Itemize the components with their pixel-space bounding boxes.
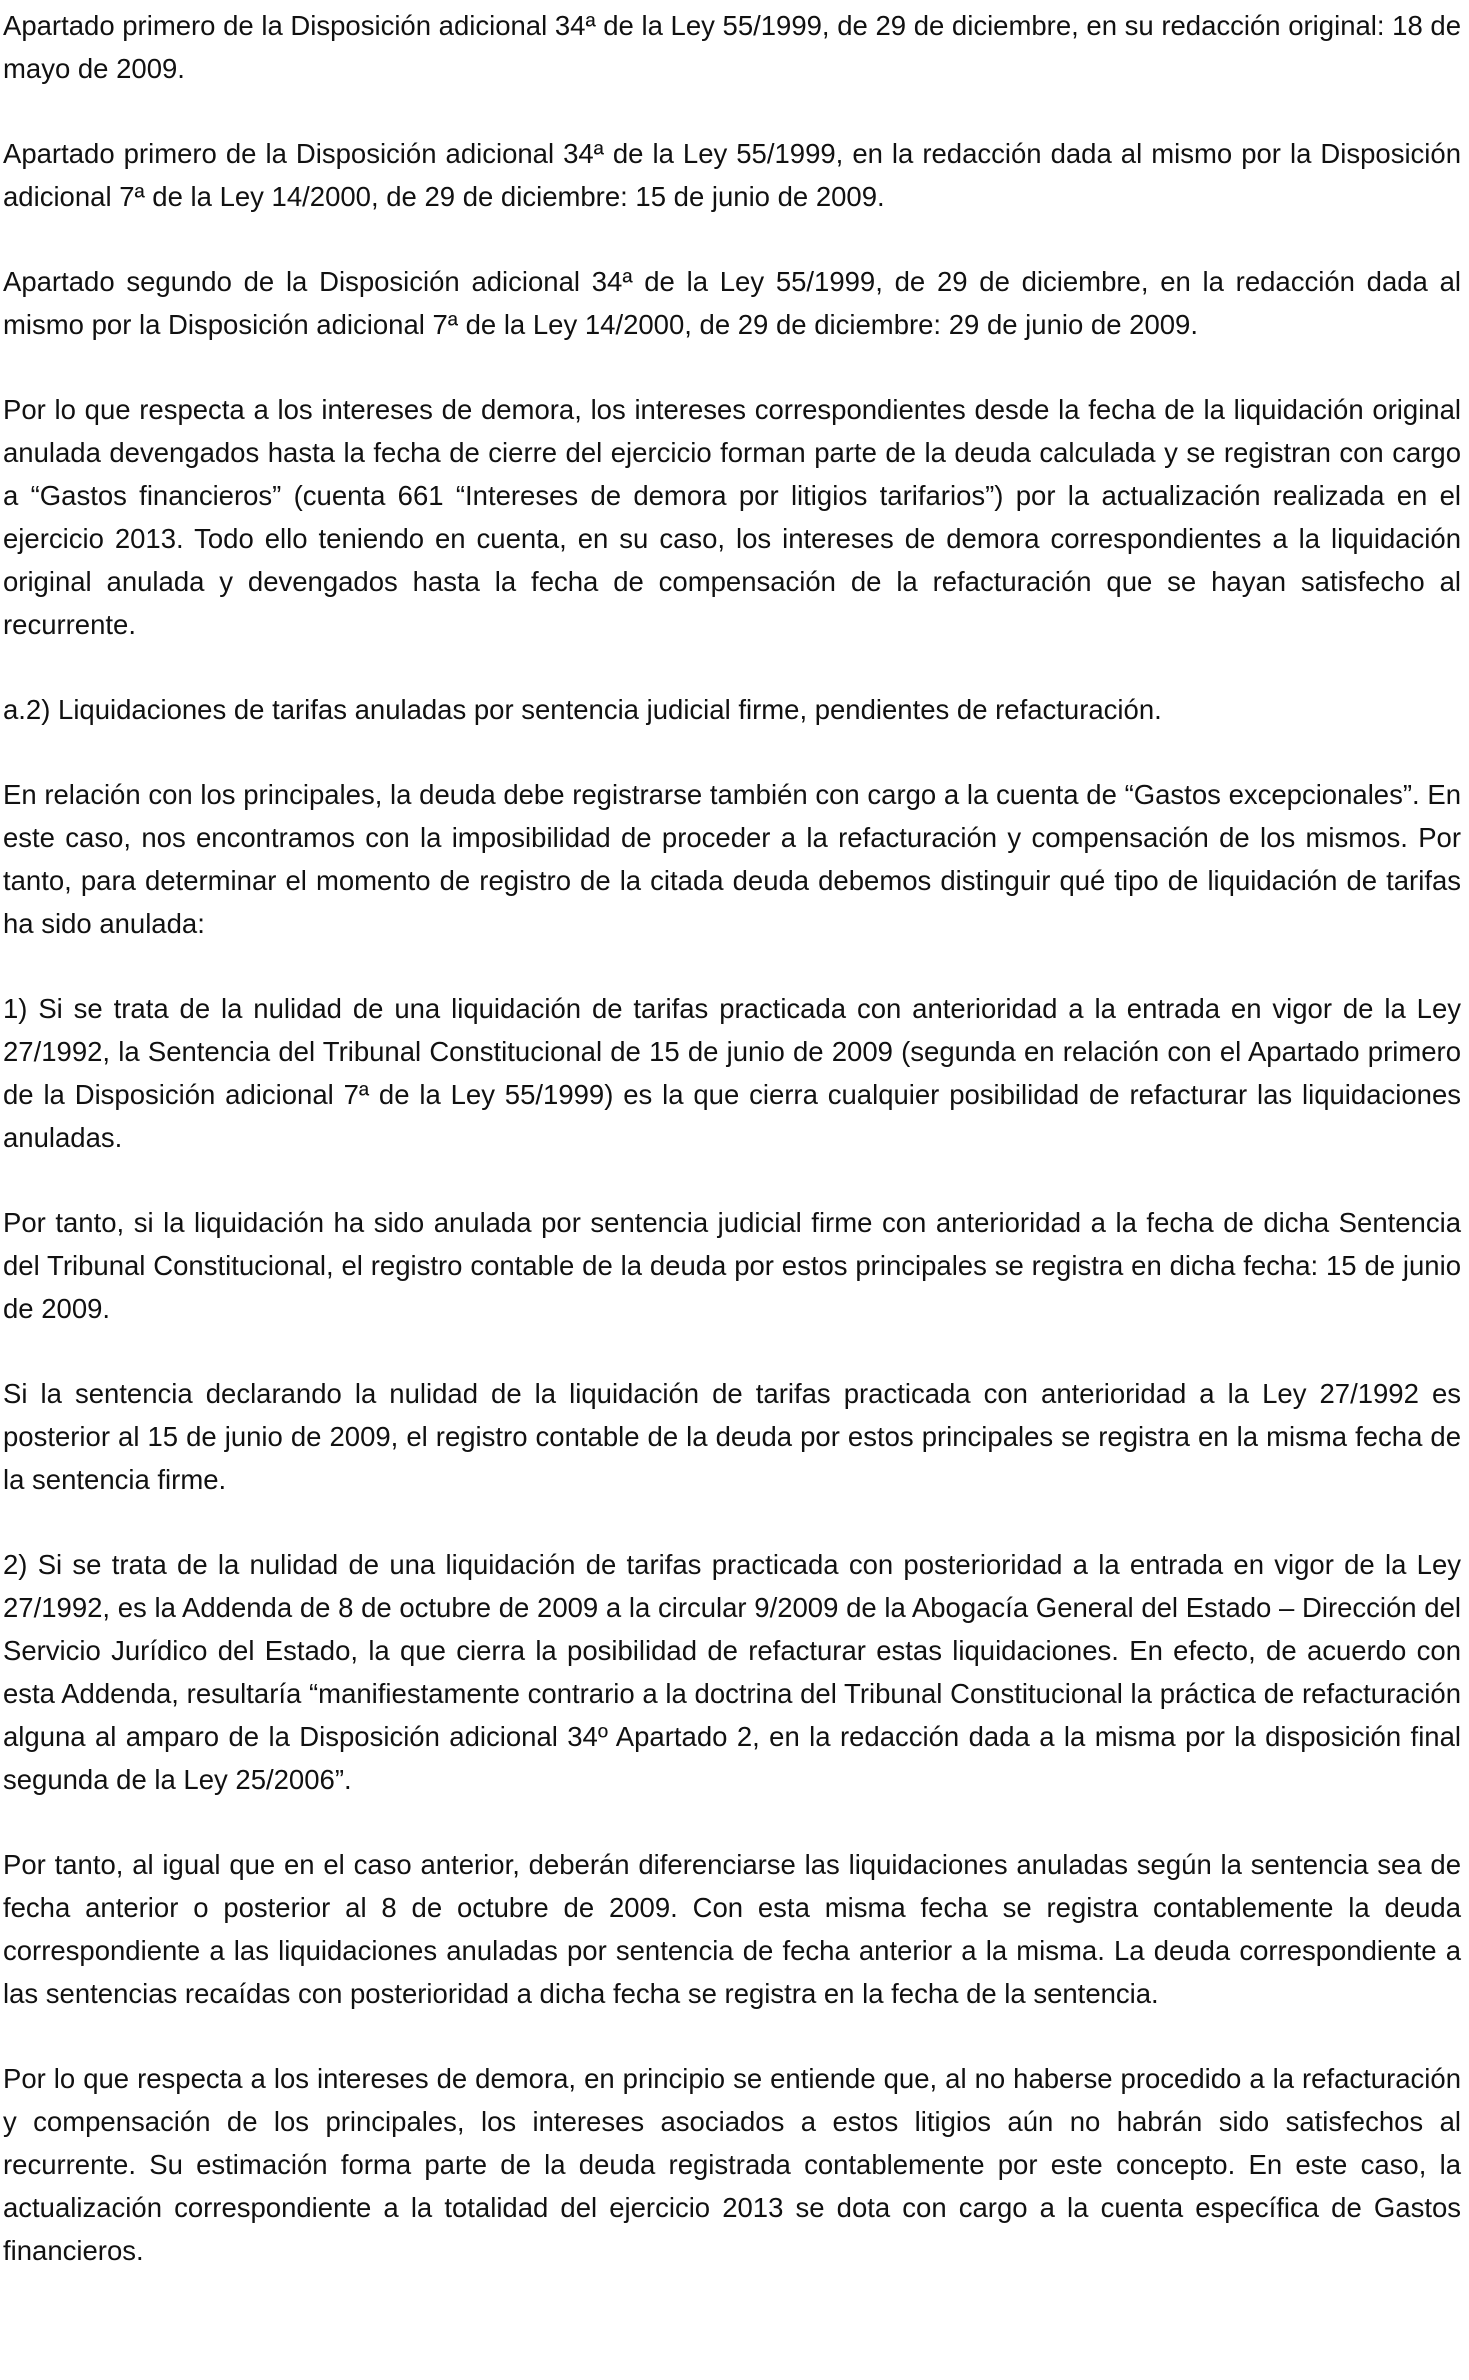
paragraph-intereses-demora-2: Por lo que respecta a los intereses de demora, en principio se entiende que, al no haberse procedido a la refacturación y compensación de los principales, los intereses asociados a estos litigios aún no habrán sido satisfechos al recurrente. Su estimación forma parte de la deuda registrada contablemente por este concepto. En este caso, la actualización correspondiente a la totalidad del ejercicio 2013 se dota con cargo a la cuenta específica de Gastos financieros. [3, 2063, 1461, 2266]
paragraph-apartado-primero-original: Apartado primero de la Disposición adicional 34ª de la Ley 55/1999, de 29 de diciembre, en su redacción original: 18 de mayo de 2009. [3, 10, 1461, 84]
paragraph-caso-2-fechas: Por tanto, al igual que en el caso anterior, deberán diferenciarse las liquidaciones anuladas según la sentencia sea de fecha anterior o posterior al 8 de octubre de 2009. Con esta misma fecha se registra contablemente la deuda correspondiente a las liquidaciones anuladas por sentencia de fecha anterior a la misma. La deuda correspondiente a las sentencias recaídas con posterioridad a dicha fecha se registra en la fecha de la sentencia. [3, 1849, 1461, 2009]
section-heading-a2: a.2) Liquidaciones de tarifas anuladas por sentencia judicial firme, pendientes de refacturación. [3, 694, 1162, 725]
paragraph-caso-2: 2) Si se trata de la nulidad de una liquidación de tarifas practicada con posterioridad a la entrada en vigor de la Ley 27/1992, es la Addenda de 8 de octubre de 2009 a la circular 9/2009 de la Abogacía General del Estado – Dirección del Servicio Jurídico del Estado, la que cierra la posibilidad de refacturar estas liquidaciones. En efecto, de acuerdo con esta Addenda, resultaría “manifiestamente contrario a la doctrina del Tribunal Constitucional la práctica de refacturación alguna al amparo de la Disposición adicional 34º Apartado 2, en la redacción dada a la misma por la disposición final segunda de la Ley 25/2006”. [3, 1549, 1461, 1795]
paragraph-apartado-segundo: Apartado segundo de la Disposición adicional 34ª de la Ley 55/1999, de 29 de diciembre, en la redacción dada al mismo por la Disposición adicional 7ª de la Ley 14/2000, de 29 de diciembre: 29 de junio de 2009. [3, 266, 1461, 340]
paragraph-caso-1-posterior: Si la sentencia declarando la nulidad de la liquidación de tarifas practicada con anterioridad a la Ley 27/1992 es posterior al 15 de junio de 2009, el registro contable de la deuda por estos principales se registra en la misma fecha de la sentencia firme. [3, 1378, 1461, 1495]
paragraph-caso-1: 1) Si se trata de la nulidad de una liquidación de tarifas practicada con anterioridad a la entrada en vigor de la Ley 27/1992, la Sentencia del Tribunal Constitucional de 15 de junio de 2009 (segunda en relación con el Apartado primero de la Disposición adicional 7ª de la Ley 55/1999) es la que cierra cualquier posibilidad de refacturar las liquidaciones anuladas. [3, 993, 1461, 1153]
paragraph-caso-1-anterior: Por tanto, si la liquidación ha sido anulada por sentencia judicial firme con anterioridad a la fecha de dicha Sentencia del Tribunal Constitucional, el registro contable de la deuda por estos principales se registra en dicha fecha: 15 de junio de 2009. [3, 1207, 1461, 1324]
paragraph-principales: En relación con los principales, la deuda debe registrarse también con cargo a la cuenta de “Gastos excepcionales”. En este caso, nos encontramos con la imposibilidad de proceder a la refacturación y compensación de los mismos. Por tanto, para determinar el momento de registro de la citada deuda debemos distinguir qué tipo de liquidación de tarifas ha sido anulada: [3, 779, 1461, 939]
document-body [3, 4, 1461, 2272]
paragraph-apartado-primero-redaccion: Apartado primero de la Disposición adicional 34ª de la Ley 55/1999, en la redacción dada al mismo por la Disposición adicional 7ª de la Ley 14/2000, de 29 de diciembre: 15 de junio de 2009. [3, 138, 1461, 212]
paragraph-intereses-demora-1: Por lo que respecta a los intereses de demora, los intereses correspondientes desde la fecha de la liquidación original anulada devengados hasta la fecha de cierre del ejercicio forman parte de la deuda calculada y se registran con cargo a “Gastos financieros” (cuenta 661 “Intereses de demora por litigios tarifarios”) por la actualización realizada en el ejercicio 2013. Todo ello teniendo en cuenta, en su caso, los intereses de demora correspondientes a la liquidación original anulada y devengados hasta la fecha de compensación de la refacturación que se hayan satisfecho al recurrente. [3, 394, 1461, 640]
